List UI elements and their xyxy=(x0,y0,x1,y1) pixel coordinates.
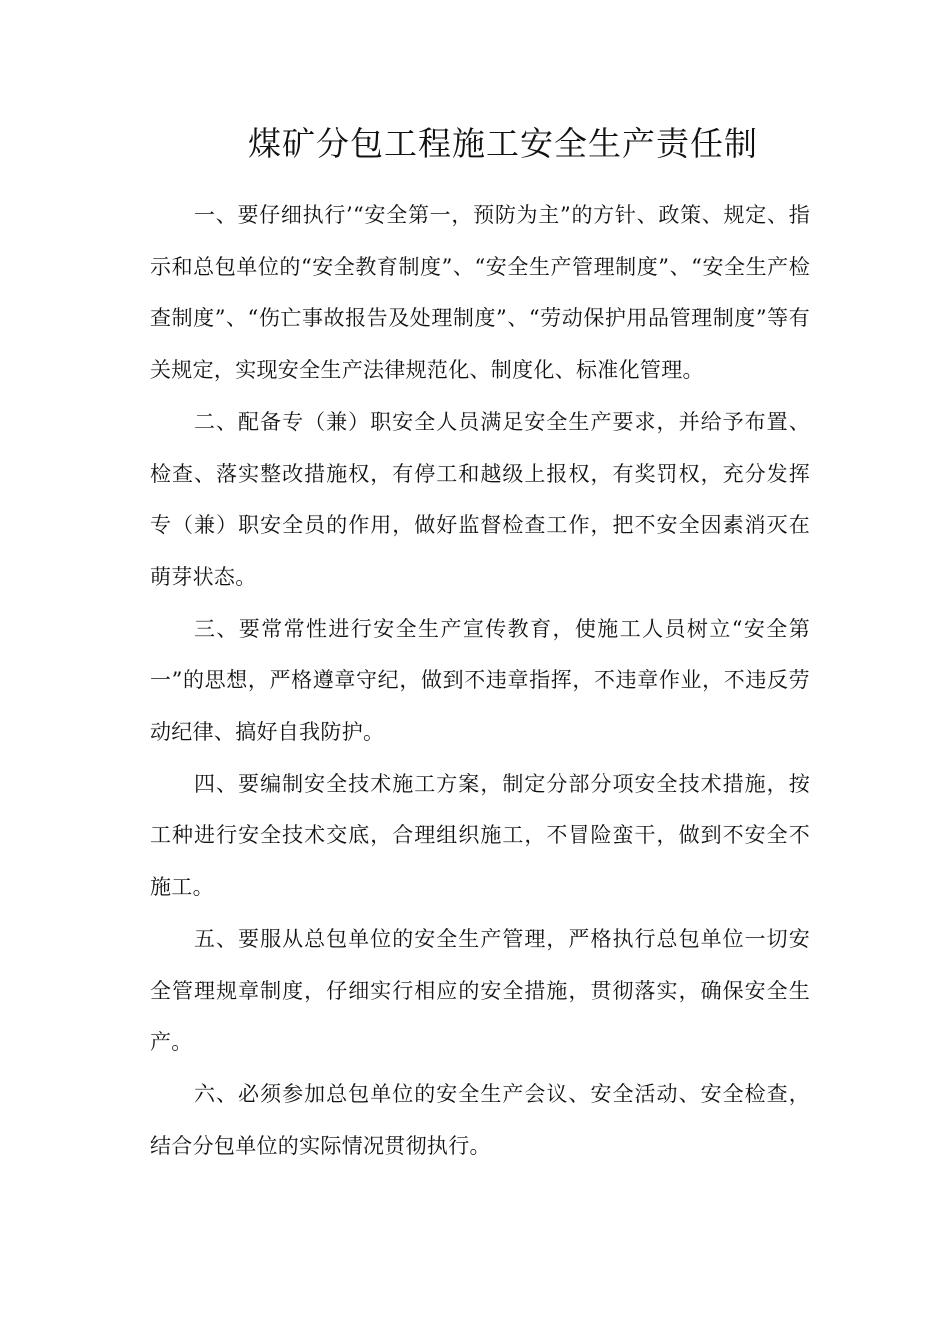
paragraph-6: 六、必须参加总包单位的安全生产会议、安全活动、安全检查，结合分包单位的实际情况贯彻执行。 xyxy=(150,1081,810,1158)
document-body xyxy=(150,190,810,1172)
document-title: 煤矿分包工程施工安全生产责任制 xyxy=(248,124,758,163)
paragraph-5: 五、要服从总包单位的安全生产管理，严格执行总包单位一切安全管理规章制度，仔细实行相应的安全措施，贯彻落实，确保安全生产。 xyxy=(150,926,810,1055)
paragraph-2: 二、配备专（兼）职安全人员满足安全生产要求，并给予布置、检查、落实整改措施权，有停工和越级上报权，有奖罚权，充分发挥专（兼）职安全员的作用，做好监督检查工作，把不安全因素消灭在萌芽状态。 xyxy=(150,409,810,589)
paragraph-4: 四、要编制安全技术施工方案，制定分部分项安全技术措施，按工种进行安全技术交底，合理组织施工，不冒险蛮干，做到不安全不施工。 xyxy=(150,771,810,900)
paragraph-3: 三、要常常性进行安全生产宣传教育，使施工人员树立“安全第一”的思想，严格遵章守纪，做到不违章指挥，不违章作业，不违反劳动纪律、搞好自我防护。 xyxy=(150,616,810,745)
paragraph-1: 一、要仔细执行’“安全第一，预防为主”的方针、政策、规定、指示和总包单位的“安全教育制度”、“安全生产管理制度”、“安全生产检查制度”、“伤亡事故报告及处理制度”、“劳动保护用品管理制度”等有关规定，实现安全生产法律规范化、制度化、标准化管理。 xyxy=(150,203,810,383)
